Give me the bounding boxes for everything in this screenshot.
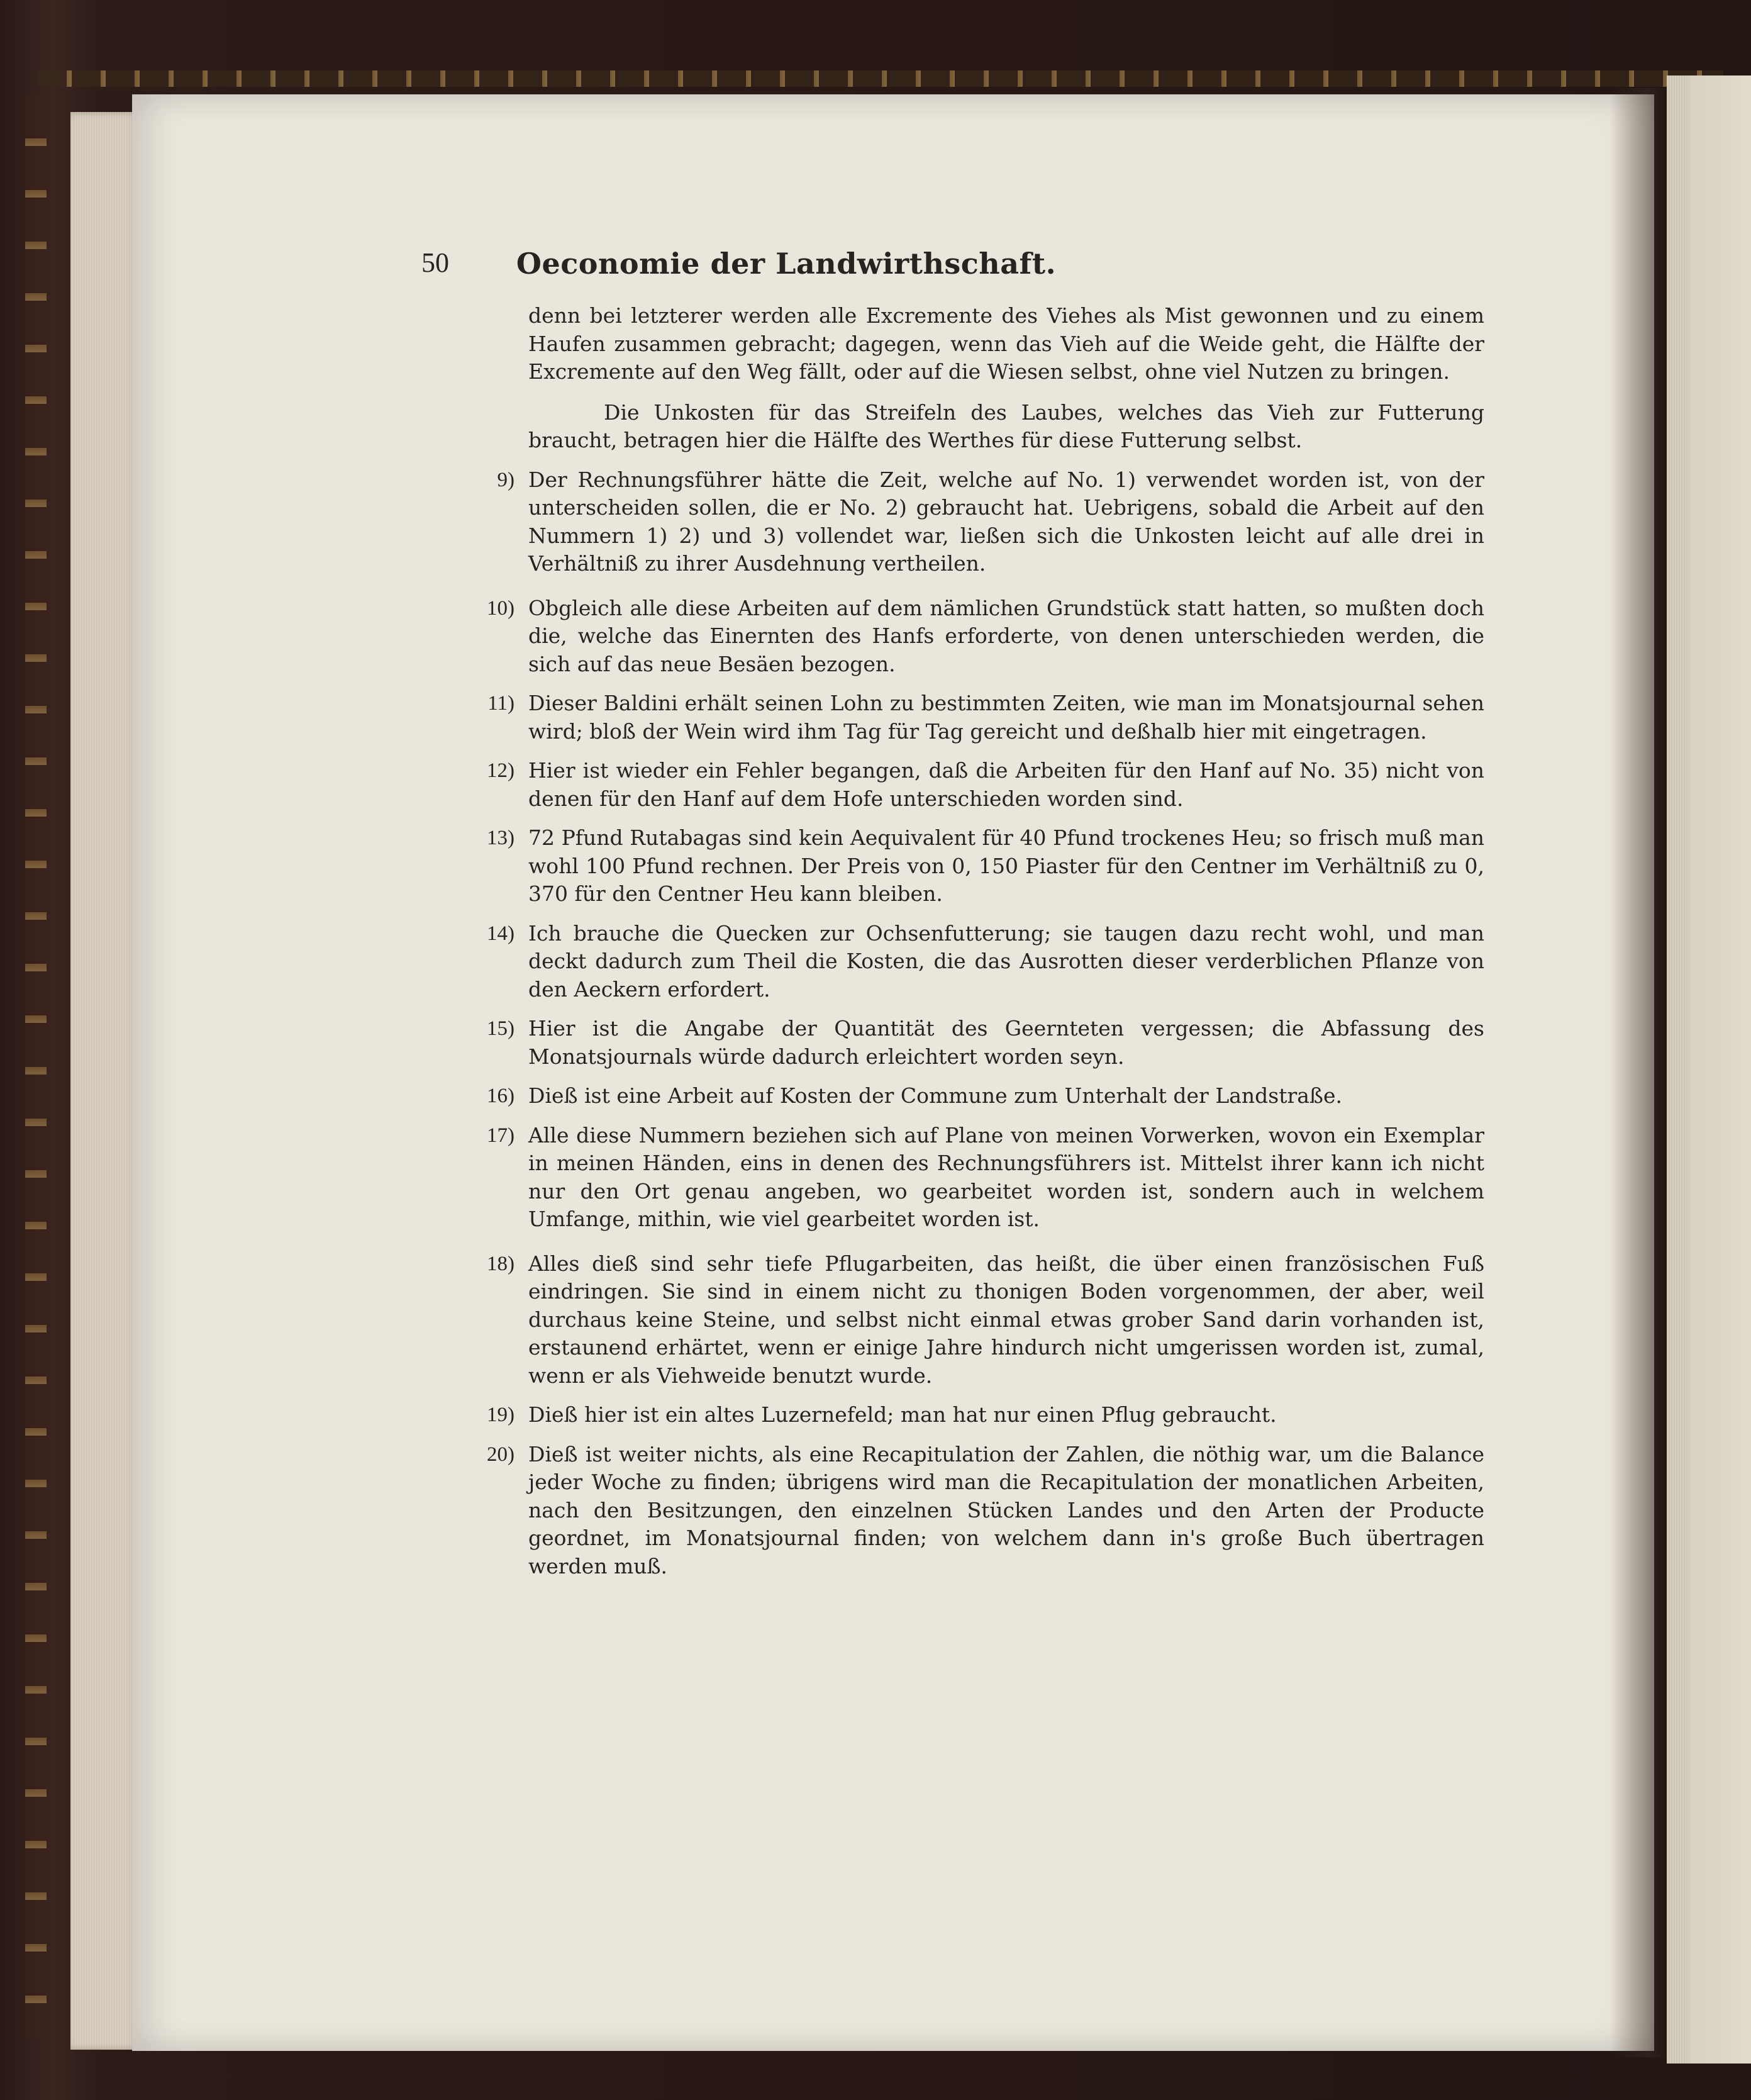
footnote-10	[487, 595, 1484, 679]
footnote-number: 15)	[487, 1017, 514, 1040]
page-gutter	[1610, 88, 1673, 2057]
footnote-text: Der Rechnungsführer hätte die Zeit, welche auf No. 1) verwendet worden ist, von der unterscheiden sollen, die er No. 2) gebraucht hat. Uebrigens, sobald die Arbeit auf den Nummern 1) 2) und 3) vollendet war, ließen sich die Unkosten leicht auf alle drei in Verhältniß zu ihrer Ausdehnung vertheilen.	[528, 467, 1484, 576]
footnote-text: Obgleich alle diese Arbeiten auf dem nämlichen Grundstück statt hatten, so mußten doch die, welche das Einernten des Hanfs erforderte, von denen unterschieden werden, die sich auf das neue Besäen bezogen.	[528, 595, 1484, 676]
footnote-number: 11)	[487, 692, 514, 715]
footnote-text: Dieser Baldini erhält seinen Lohn zu bestimmten Zeiten, wie man im Monatsjournal sehen wird; bloß der Wein wird ihm Tag für Tag gereicht und deßhalb hier mit eingetragen.	[528, 691, 1484, 744]
page-edges	[70, 112, 140, 2050]
footnote-number: 10)	[487, 596, 514, 620]
gilt-border-top	[38, 70, 1723, 87]
footnote-text: Alles dieß sind sehr tiefe Pflugarbeiten, das heißt, die über einen französischen Fuß eindringen. Sie sind in einem nicht zu thonigen Boden vorgenommen, der aber, weil durchaus keine Steine, und selbst nicht einmal etwas grober Sand darin vorhanden ist, erstaunend erhärtet, wenn er einige Jahre hindurch nicht umgerissen worden ist, zumal, wenn er als Viehweide benutzt wurde.	[528, 1251, 1484, 1388]
intro-paragraph: denn bei letzterer werden alle Excremente des Viehes als Mist gewonnen und zu einem Haufen zusammen gebracht; dagegen, wenn das Vieh auf die Weide geht, die Hälfte der Excremente auf den Weg fällt, oder auf die Wiesen selbst, ohne viel Nutzen zu bringen.	[528, 303, 1484, 384]
footnote-number: 17)	[487, 1124, 514, 1147]
footnote-number: 18)	[487, 1252, 514, 1275]
footnote-text: Dieß ist eine Arbeit auf Kosten der Commune zum Unterhalt der Landstraße.	[528, 1083, 1342, 1108]
footnote-text: 72 Pfund Rutabagas sind kein Aequivalent für 40 Pfund trockenes Heu; so frisch muß man wohl 100 Pfund rechnen. Der Preis von 0, 150 Piaster für den Centner im Verhältniß zu 0, 370 für den Centner Heu kann bleiben.	[528, 825, 1484, 906]
footnote-15	[487, 1015, 1484, 1071]
footnote-12	[487, 757, 1484, 813]
footnote-number: 16)	[487, 1085, 514, 1107]
footnote-number: 9)	[497, 468, 514, 491]
footnote-number: 13)	[487, 827, 514, 849]
footnote-text: Dieß hier ist ein altes Luzernefeld; man hat nur einen Pflug gebraucht.	[528, 1402, 1277, 1427]
facing-page-edges	[1667, 75, 1686, 2064]
gilt-border-left	[25, 94, 47, 2038]
footnote-9	[497, 466, 1484, 578]
page-number: 50	[421, 247, 449, 278]
footnote-text: Hier ist die Angabe der Quantität des Geernteten vergessen; die Abfassung des Monatsjournals würde dadurch erleichtert worden seyn.	[528, 1016, 1484, 1069]
footnote-14	[487, 920, 1484, 1004]
footnote-16	[487, 1082, 1484, 1110]
running-title: Oeconomie der Landwirthschaft.	[516, 247, 1057, 281]
footnote-text: Dieß ist weiter nichts, als eine Recapitulation der Zahlen, die nöthig war, um die Balance jeder Woche zu finden; übrigens wird man die Recapitulation der monatlichen Arbeiten, nach den Besitzungen, den einzelnen Stücken Landes und den Arten der Producte geordnet, im Monatsjournal finden; von welchem dann in's große Buch übertragen werden muß.	[528, 1441, 1484, 1578]
page-header	[421, 247, 1151, 284]
footnote-20	[487, 1441, 1484, 1581]
footnote-number: 19)	[487, 1404, 514, 1426]
footnote-text: Alle diese Nummern beziehen sich auf Plane von meinen Vorwerken, wovon ein Exemplar in meinen Händen, eins in denen des Rechnungsführers ist. Mittelst ihrer kann ich nicht nur den Ort genau angeben, wo gearbeitet worden ist, sondern auch in welchem Umfange, mithin, wie viel gearbeitet worden ist.	[528, 1122, 1484, 1231]
footnote-number: 14)	[487, 922, 514, 945]
footnote-18	[487, 1250, 1484, 1390]
page-body	[440, 302, 1484, 1580]
footnote-text: Ich brauche die Quecken zur Ochsenfutterung; sie taugen dazu recht wohl, und man deckt dadurch zum Theil die Kosten, die das Ausrotten dieser verderblichen Pflanze von den Aeckern erfordert.	[528, 920, 1484, 1002]
intro-paragraph-second: Die Unkosten für das Streifeln des Laubes, welches das Vieh zur Futterung braucht, betragen hier die Hälfte des Werthes für diese Futterung selbst.	[528, 399, 1484, 452]
footnote-11	[487, 690, 1484, 746]
footnote-number: 12)	[487, 759, 514, 782]
footnote-17	[487, 1122, 1484, 1234]
footnote-number: 20)	[487, 1443, 514, 1466]
footnote-text: Hier ist wieder ein Fehler begangen, daß die Arbeiten für den Hanf auf No. 35) nicht von denen für den Hanf auf dem Hofe unterschieden worden sind.	[528, 758, 1484, 811]
footnote-13	[487, 824, 1484, 908]
footnote-19	[487, 1401, 1484, 1429]
